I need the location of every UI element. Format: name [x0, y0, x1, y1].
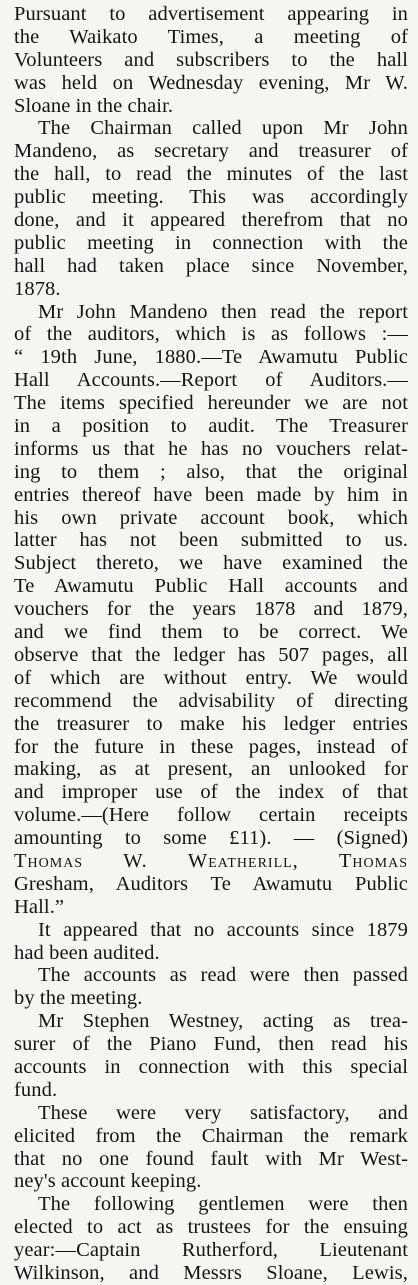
text-line: Hall.” [14, 895, 65, 918]
paragraph-piano-fund [14, 1010, 408, 1102]
text-line: accounts in connection with this special [14, 1055, 408, 1078]
text-line: the Waikato Times, a meeting of [14, 25, 408, 48]
text-line: his own private account book, which [14, 506, 408, 529]
text-line: Mr Stephen Westney, acting as trea- [38, 1010, 408, 1033]
text-line: The following gentlemen were then [38, 1193, 408, 1216]
text-line: Mandeno, as secretary and treasurer of [14, 140, 408, 163]
text-line: Pursuant to advertisement appearing in [14, 3, 408, 25]
text-line: These were very satisfactory, and [38, 1101, 408, 1124]
text-line: Volunteers and subscribers to the hall [14, 48, 408, 71]
text-line: of the auditors, which is as follows :— [14, 323, 408, 346]
text-line: making, as at present, an unlooked for [14, 758, 408, 781]
text-line: surer of the Piano Fund, then read his [14, 1033, 408, 1056]
text-line: had been audited. [14, 941, 160, 964]
text-line: Sloane in the chair. [14, 94, 174, 117]
text-line: public meeting in connection with the [14, 231, 408, 254]
text-line: fund. [14, 1078, 58, 1101]
text-line: was held on Wednesday evening, Mr W. [14, 71, 408, 94]
text-line: volume.—(Here follow certain receipts [14, 804, 408, 827]
text-line: Te Awamutu Public Hall accounts and [14, 575, 408, 598]
text-line: year:—Captain Rutherford, Lieutenant [14, 1239, 408, 1262]
paragraph-minutes [14, 117, 408, 300]
paragraph-trustees [14, 1193, 408, 1285]
text-line: Subject thereto, we have examined the [14, 552, 408, 575]
text-line: and improper use of the index of that [14, 781, 408, 804]
text-line: informs us that he has no vouchers relat- [14, 437, 408, 460]
text-line: The accounts as read were then passed [38, 964, 408, 987]
text-line: and we find them to be correct. We [14, 621, 408, 644]
text-line: by the meeting. [14, 987, 143, 1010]
text-line: Hall Accounts.—Report of Auditors.— [14, 369, 408, 392]
text-line: of which are without entry. We would [14, 666, 408, 689]
text-line: Mr John Mandeno then read the report [38, 300, 408, 323]
text-line: the hall, to read the minutes of the last [14, 163, 408, 186]
paragraph-satisfactory [14, 1102, 408, 1194]
text-line: ing to them ; also, that the original [14, 460, 408, 483]
text-line: hall had taken place since November, [14, 254, 408, 277]
text-line: public meeting. This was accordingly [14, 186, 408, 209]
paragraph-accounts-passed [14, 964, 408, 1010]
text-line: in a position to audit. The Treasurer [14, 415, 408, 438]
text-line: elected to act as trustees for the ensuing [14, 1216, 408, 1239]
text-line: entries thereof have been made by him in [14, 483, 408, 506]
text-line: observe that the ledger has 507 pages, all [14, 643, 408, 666]
text-line: The items specified hereunder we are not [14, 392, 408, 415]
text-line: Wilkinson, and Messrs Sloane, Lewis, [14, 1261, 408, 1284]
text-line: done, and it appeared therefrom that no [14, 209, 408, 232]
text-line: latter has not been submitted to us. [14, 529, 408, 552]
signature-line: Gresham, Auditors Te Awamutu Public [14, 872, 408, 895]
text-line: ney's account keeping. [14, 1170, 202, 1193]
text-line: The Chairman called upon Mr John [38, 117, 408, 140]
text-line: vouchers for the years 1878 and 1879, [14, 598, 408, 621]
paragraph-auditors-report [14, 301, 408, 919]
text-line: for the future in these pages, instead of [14, 735, 408, 758]
text-line: elicited from the Chairman the remark [14, 1124, 408, 1147]
text-line: 1878. [14, 277, 61, 300]
paragraph-accounts-not-audited [14, 919, 408, 965]
text-line: amounting to some £11). — (Signed) [14, 827, 408, 850]
paragraph-meeting-intro [14, 3, 408, 117]
signature-line: Thomas W. Weatherill, Thomas [14, 849, 408, 872]
text-line: It appeared that no accounts since 1879 [38, 918, 408, 941]
text-line: the treasurer to make his ledger entries [14, 712, 408, 735]
text-line: recommend the advisability of directing [14, 689, 408, 712]
text-line: “ 19th June, 1880.—Te Awamutu Public [14, 346, 408, 369]
text-line: that no one found fault with Mr West- [14, 1147, 408, 1170]
